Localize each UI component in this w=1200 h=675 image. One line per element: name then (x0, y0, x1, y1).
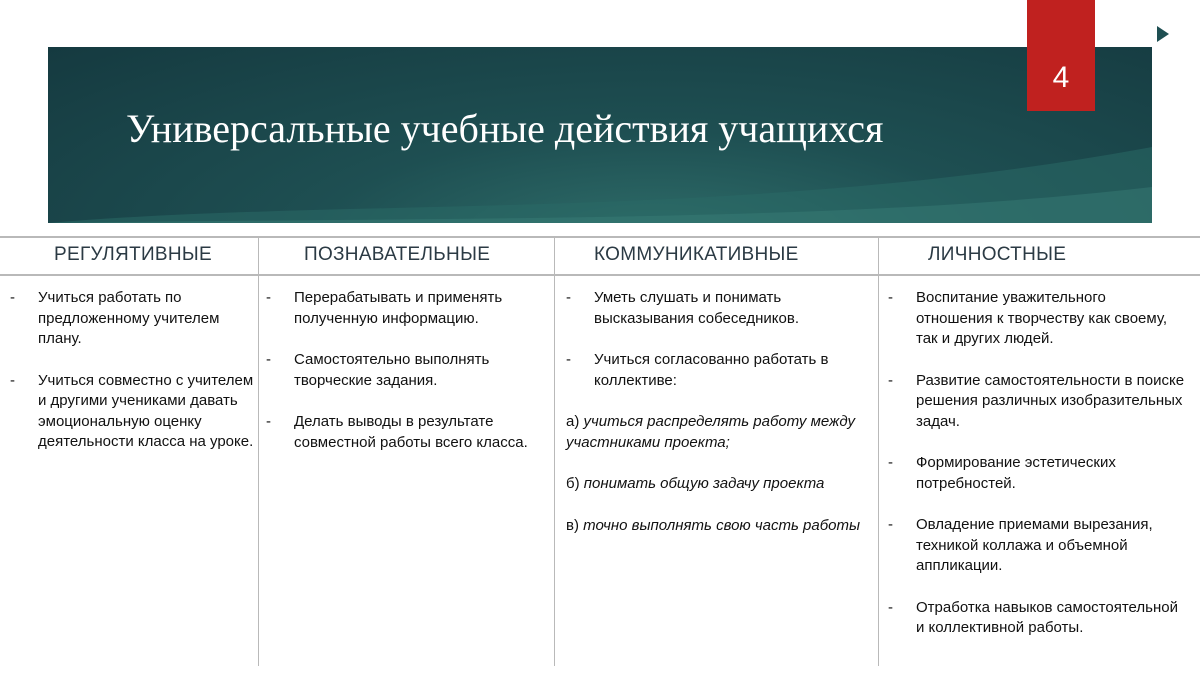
sub-item-marker: а) (566, 413, 580, 430)
sub-item-text: понимать общую задачу проекта (583, 475, 825, 492)
list-item-text: Развитие самостоятельности в поиске решения различных изобразительных задач. (916, 371, 1185, 430)
bullet-dash: - (888, 516, 893, 533)
bullet-dash: - (888, 289, 893, 306)
list-item-text: Делать выводы в результате совместной работы всего класса. (294, 413, 528, 451)
list-item (266, 288, 546, 329)
list-item-text: Учиться согласованно работать в коллективе: (594, 351, 829, 389)
list-item (10, 288, 254, 350)
bullet-dash: - (888, 454, 893, 471)
column-cognitive (266, 288, 546, 474)
list-item-text: Овладение приемами вырезания, техникой коллажа и объемной аппликации. (916, 516, 1153, 574)
column-header-personal: ЛИЧНОСТНЫЕ (928, 244, 1067, 265)
sub-item-marker: в) (566, 516, 579, 534)
column-divider (554, 236, 555, 666)
sub-item (566, 516, 874, 537)
list-item-text: Формирование эстетических потребностей. (916, 454, 1116, 492)
list-item-text: Самостоятельно выполнять творческие задания. (294, 351, 490, 389)
uud-table (0, 236, 1200, 666)
bullet-dash: - (566, 351, 571, 368)
bullet-dash: - (266, 413, 271, 430)
column-personal (888, 288, 1186, 660)
bullet-dash: - (266, 351, 271, 368)
table-header-border (0, 274, 1200, 276)
bullet-dash: - (566, 289, 571, 306)
list-item (888, 453, 1186, 494)
list-item (888, 598, 1186, 639)
bullet-dash: - (888, 371, 893, 389)
list-item (888, 371, 1186, 433)
sub-item (566, 474, 874, 495)
sub-item-text: учиться распределять работу между участниками проекта; (566, 413, 855, 451)
triangle-arrow-icon (1157, 26, 1169, 42)
list-item-text: Отработка навыков самостоятельной и коллективной работы. (916, 598, 1178, 636)
list-item (566, 288, 874, 329)
list-item (566, 350, 874, 391)
sub-item (566, 412, 874, 453)
list-item (888, 515, 1186, 577)
sub-item-marker: б) (566, 475, 580, 492)
sub-item-text: точно выполнять свою часть работы (583, 516, 861, 534)
list-item-text: Учиться работать по предложенному учителем плану. (38, 289, 220, 347)
bullet-dash: - (10, 289, 15, 306)
column-regulative (10, 288, 254, 474)
list-item-text: Перерабатывать и применять полученную информацию. (294, 289, 503, 327)
column-header-cognitive: ПОЗНАВАТЕЛЬНЫЕ (304, 244, 491, 265)
slide-title: Универсальные учебные действия учащихся (126, 106, 884, 151)
page-number-badge: 4 (1027, 0, 1095, 111)
list-item-text: Уметь слушать и понимать высказывания собеседников. (594, 289, 799, 327)
list-item (10, 371, 254, 453)
bullet-dash: - (888, 598, 893, 616)
column-divider (258, 236, 259, 666)
title-banner (48, 47, 1152, 223)
column-divider (878, 236, 879, 666)
list-item (266, 350, 546, 391)
bullet-dash: - (10, 371, 15, 389)
table-top-border (0, 236, 1200, 238)
column-communicative (566, 288, 874, 557)
column-header-regulative: РЕГУЛЯТИВНЫЕ (54, 244, 213, 265)
column-header-communicative: КОММУНИКАТИВНЫЕ (594, 244, 799, 265)
bullet-dash: - (266, 289, 271, 306)
list-item (888, 288, 1186, 350)
list-item (266, 412, 546, 453)
list-item-text: Воспитание уважительного отношения к творчеству как своему, так и других людей. (916, 289, 1168, 347)
list-item-text: Учиться совместно с учителем и другими учениками давать эмоциональную оценку деятельности класса на уроке. (38, 371, 254, 450)
